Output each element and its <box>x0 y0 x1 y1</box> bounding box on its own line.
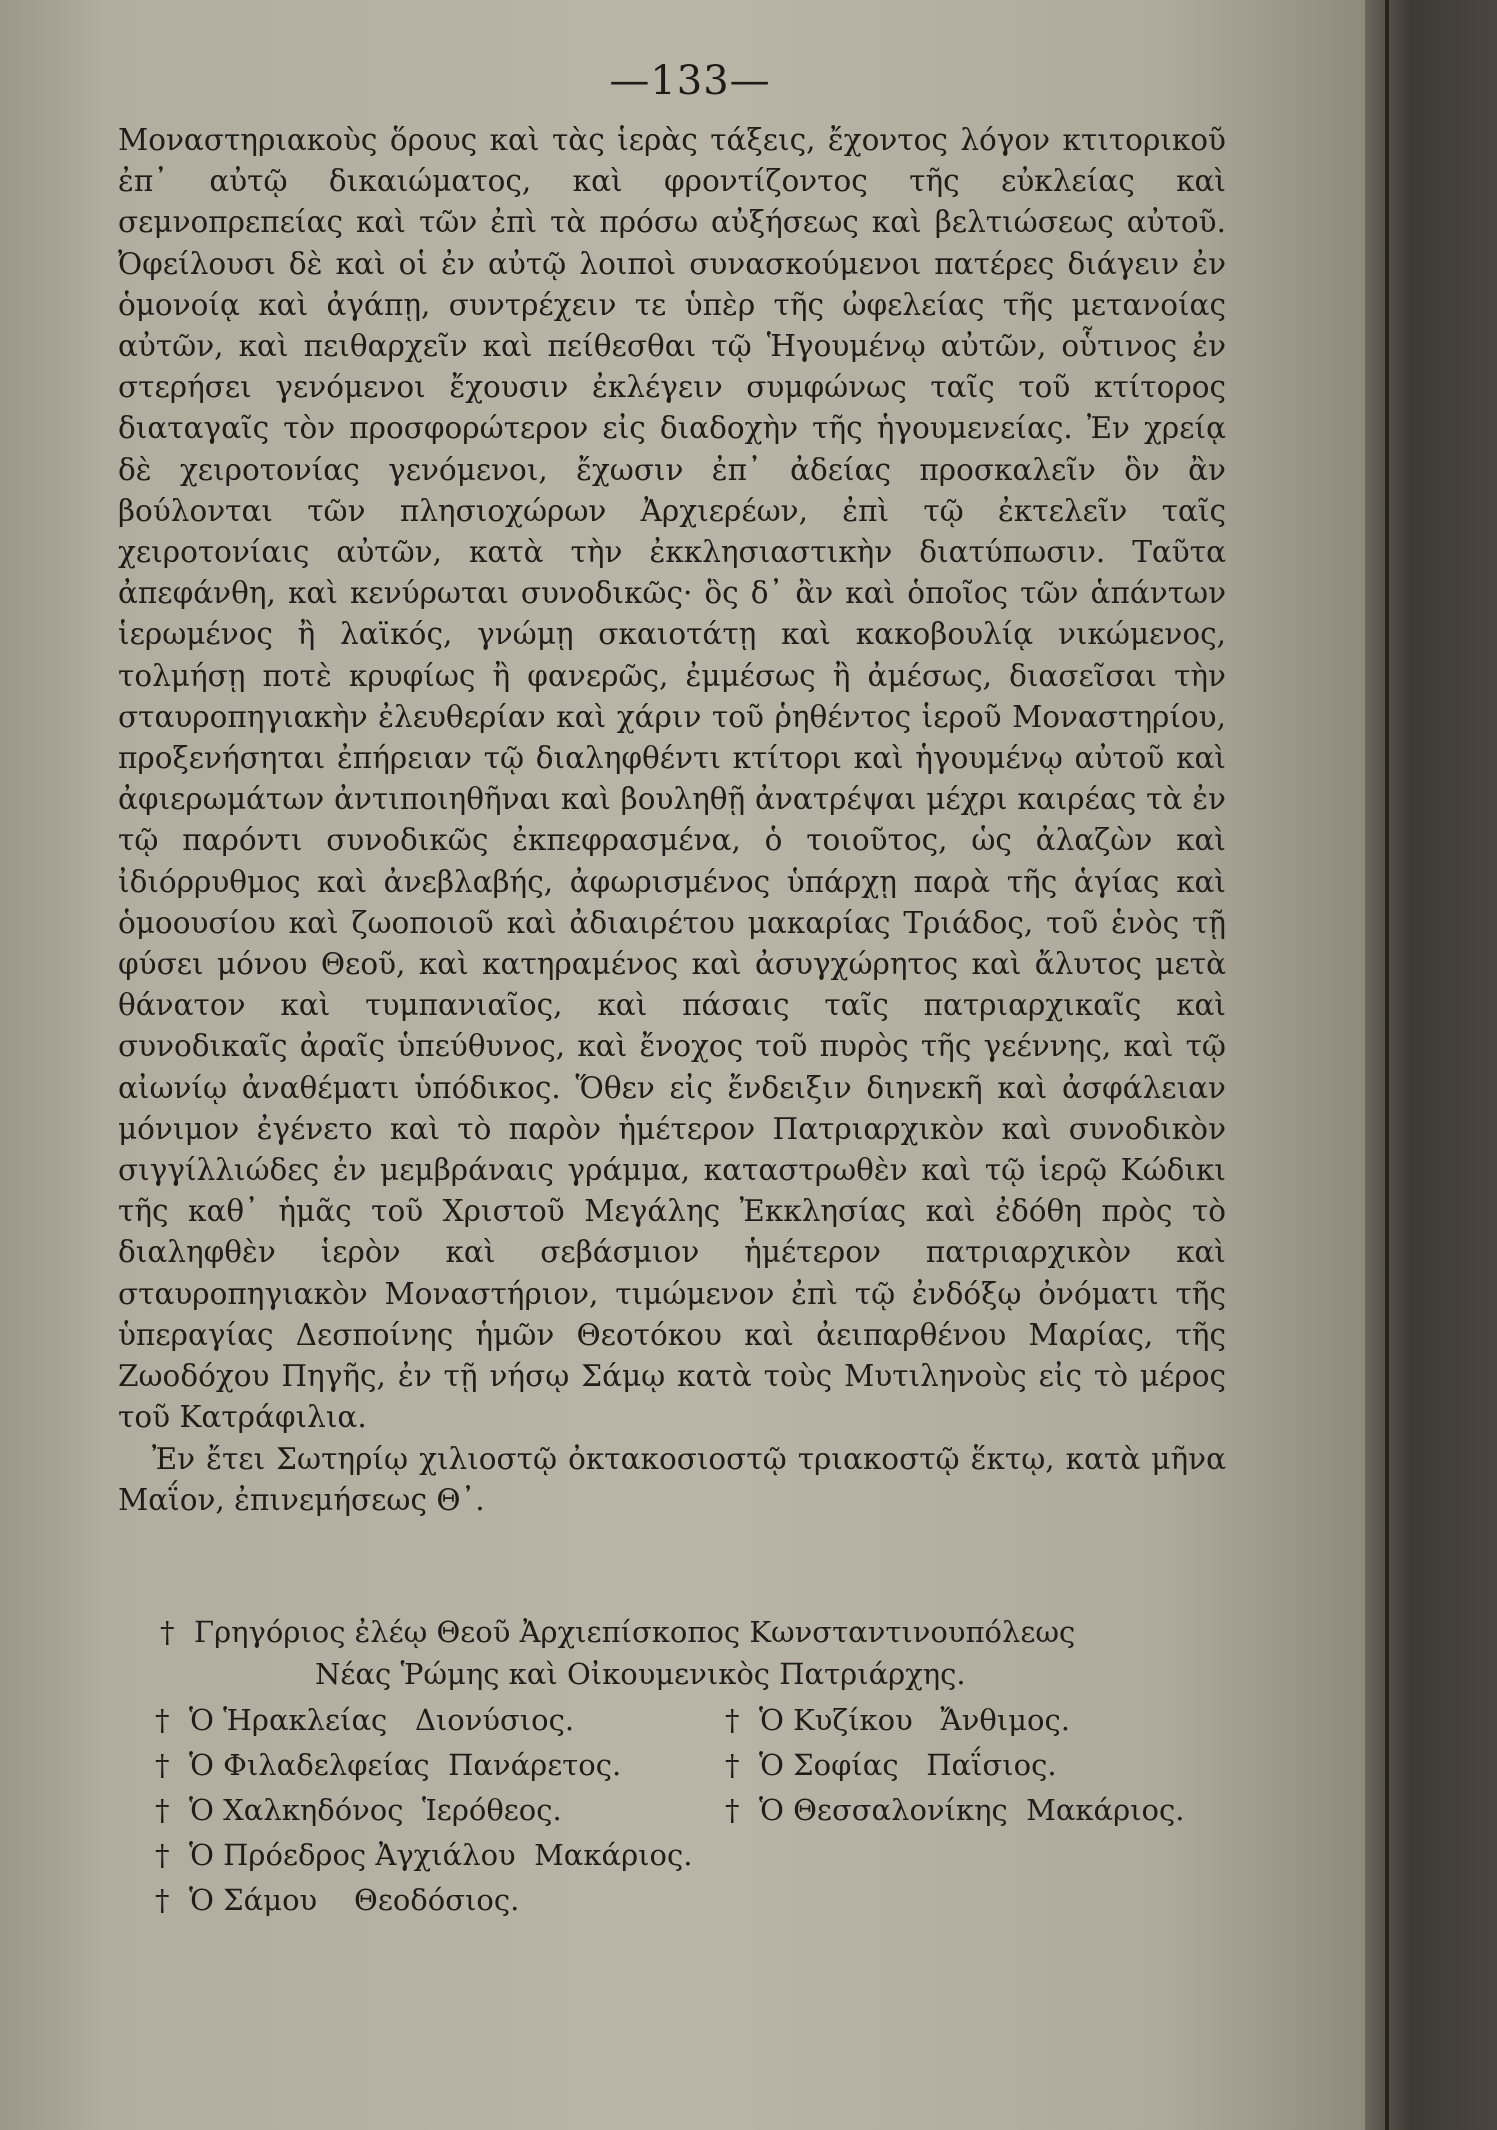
signature-left-2 <box>155 1748 621 1782</box>
signature-left-5 <box>155 1883 519 1917</box>
cross-icon: † <box>155 1703 170 1737</box>
signature-left-4 <box>155 1838 692 1872</box>
signature-name: Πανάρετος. <box>448 1748 622 1782</box>
signature-right-1 <box>725 1703 1070 1737</box>
signature-patriarch-line1 <box>160 1615 1075 1649</box>
signature-name: Ἱερόθεος. <box>421 1793 562 1827</box>
signature-right-3 <box>725 1793 1184 1827</box>
cross-icon: † <box>725 1748 740 1782</box>
signature-see: Ὁ Πρόεδρος Ἀγχιάλου <box>189 1838 516 1872</box>
signature-right-2 <box>725 1748 1057 1782</box>
signature-see: Ὁ Φιλαδελφείας <box>189 1748 430 1782</box>
signature-name: Μακάριος. <box>1026 1793 1185 1827</box>
signature-see: Ὁ Κυζίκου <box>759 1703 913 1737</box>
signature-left-3 <box>155 1793 562 1827</box>
document-body <box>118 120 1226 1521</box>
cross-icon: † <box>160 1615 175 1649</box>
signature-see: Ὁ Ἡρακλείας <box>189 1703 388 1737</box>
cross-icon: † <box>155 1883 170 1917</box>
signature-name: Θεοδόσιος. <box>354 1883 520 1917</box>
cross-icon: † <box>155 1748 170 1782</box>
signature-name: Μακάριος. <box>534 1838 693 1872</box>
signature-see: Ὁ Θεσσαλονίκης <box>759 1793 1008 1827</box>
signature-text: Γρηγόριος ἐλέῳ Θεοῦ Ἀρχιεπίσκοπος Κωνσταντινουπόλεως <box>194 1615 1076 1649</box>
page-number: —133— <box>609 58 771 104</box>
signature-left-1 <box>155 1703 574 1737</box>
cross-icon: † <box>725 1793 740 1827</box>
paragraph-main: Μοναστηριακοὺς ὅρους καὶ τὰς ἱερὰς τάξεις, ἔχοντος λόγον κτιτορικοῦ ἐπ᾽ αὐτῷ δικαιώματος, καὶ φροντίζοντος τῆς εὐκλείας καὶ σεμνοπρεπείας καὶ τῶν ἐπὶ τὰ πρόσω αὐξήσεως καὶ βελτιώσεως αὐτοῦ. Ὀφείλουσι δὲ καὶ οἱ ἐν αὐτῷ λοιποὶ συνασκούμενοι πατέρες διάγειν ἐν ὁμονοίᾳ καὶ ἀγάπῃ, συντρέχειν τε ὑπὲρ τῆς ὠφελείας τῆς μετανοίας αὐτῶν, καὶ πειθαρχεῖν καὶ πείθεσθαι τῷ Ἡγουμένῳ αὐτῶν, οὗτινος ἐν στερήσει γενόμενοι ἔχουσιν ἐκλέγειν συμφώνως ταῖς τοῦ κτίτορος διαταγαῖς τὸν προσφορώτερον εἰς διαδοχὴν τῆς ἡγουμενείας. Ἐν χρείᾳ δὲ χειροτονίας γενόμενοι, ἔχωσιν ἐπ᾽ ἀδείας προσκαλεῖν ὃν ἂν βούλονται τῶν πλησιοχώρων Ἀρχιερέων, ἐπὶ τῷ ἐκτελεῖν ταῖς χειροτονίαις αὐτῶν, κατὰ τὴν ἐκκλησιαστικὴν διατύπωσιν. Ταῦτα ἀπεφάνθη, καὶ κενύρωται συνοδικῶς· ὃς δ᾽ ἂν καὶ ὁποῖος τῶν ἁπάντων ἱερωμένος ἢ λαϊκός, γνώμῃ σκαιοτάτῃ καὶ κακοβουλίᾳ νικώμενος, τολμήσῃ ποτὲ κρυφίως ἢ φανερῶς, ἐμμέσως ἢ ἀμέσως, διασεῖσαι τὴν σταυροπηγιακὴν ἐλευθερίαν καὶ χάριν τοῦ ῥηθέντος ἱεροῦ Μοναστηρίου, προξενήσηται ἐπήρειαν τῷ διαληφθέντι κτίτορι καὶ ἡγουμένῳ αὐτοῦ καὶ ἀφιερωμάτων ἀντιποιηθῆναι καὶ βουληθῇ ἀνατρέψαι μέχρι καιρέας τὰ ἐν τῷ παρόντι συνοδικῶς ἐκπεφρασμένα, ὁ τοιοῦτος, ὡς ἀλαζὼν καὶ ἰδιόρρυθμος καὶ ἀνεβλαβής, ἀφωρισμένος ὑπάρχῃ παρὰ τῆς ἁγίας καὶ ὁμοουσίου καὶ ζωοποιοῦ καὶ ἀδιαιρέτου μακαρίας Τριάδος, τοῦ ἑνὸς τῇ φύσει μόνου Θεοῦ, καὶ κατηραμένος καὶ ἀσυγχώρητος καὶ ἄλυτος μετὰ θάνατον καὶ τυμπανιαῖος, καὶ πάσαις ταῖς πατριαρχικαῖς καὶ συνοδικαῖς ἀραῖς ὑπεύθυνος, καὶ ἔνοχος τοῦ πυρὸς τῆς γεέννης, καὶ τῷ αἰωνίῳ ἀναθέματι ὑπόδικος. Ὅθεν εἰς ἔνδειξιν διηνεκῆ καὶ ἀσφάλειαν μόνιμον ἐγένετο καὶ τὸ παρὸν ἡμέτερον Πατριαρχικὸν καὶ συνοδικὸν σιγγίλλιώδες ἐν μεμβράναις γράμμα, καταστρωθὲν καὶ τῷ ἱερῷ Κώδικι τῆς καθ᾽ ἡμᾶς τοῦ Χριστοῦ Μεγάλης Ἐκκλησίας καὶ ἐδόθη πρὸς τὸ διαληφθὲν ἱερὸν καὶ σεβάσμιον ἡμέτερον πατριαρχικὸν καὶ σταυροπηγιακὸν Μοναστήριον, τιμώμενον ἐπὶ τῷ ἐνδόξῳ ὀνόματι τῆς ὑπεραγίας Δεσποίνης ἡμῶν Θεοτόκου καὶ ἀειπαρθένου Μαρίας, τῆς Ζωοδόχου Πηγῆς, ἐν τῇ νήσῳ Σάμῳ κατὰ τοὺς Μυτιληνοὺς εἰς τὸ μέρος τοῦ Κατράφιλια. <box>118 123 1226 1435</box>
cross-icon: † <box>155 1793 170 1827</box>
paragraph-date: Ἐν ἔτει Σωτηρίῳ χιλιοστῷ ὀκτακοσιοστῷ τριακοστῷ ἕκτῳ, κατὰ μῆνα Μαΐον, ἐπινεμήσεως Θ᾽. <box>118 1441 1226 1517</box>
signature-see: Ὁ Χαλκηδόνος <box>189 1793 404 1827</box>
book-gutter <box>1365 0 1497 2130</box>
signature-patriarch-line2: Νέας Ῥώμης καὶ Οἰκουμενικὸς Πατριάρχης. <box>315 1657 966 1691</box>
signature-name: Παΐσιος. <box>926 1748 1057 1782</box>
page-edge-line <box>1385 0 1389 2130</box>
signature-name: Διονύσιος. <box>414 1703 575 1737</box>
cross-icon: † <box>155 1838 170 1872</box>
cross-icon: † <box>725 1703 740 1737</box>
signature-see: Ὁ Σοφίας <box>759 1748 899 1782</box>
signature-name: Ἄνθιμος. <box>940 1703 1070 1737</box>
signature-see: Ὁ Σάμου <box>189 1883 318 1917</box>
